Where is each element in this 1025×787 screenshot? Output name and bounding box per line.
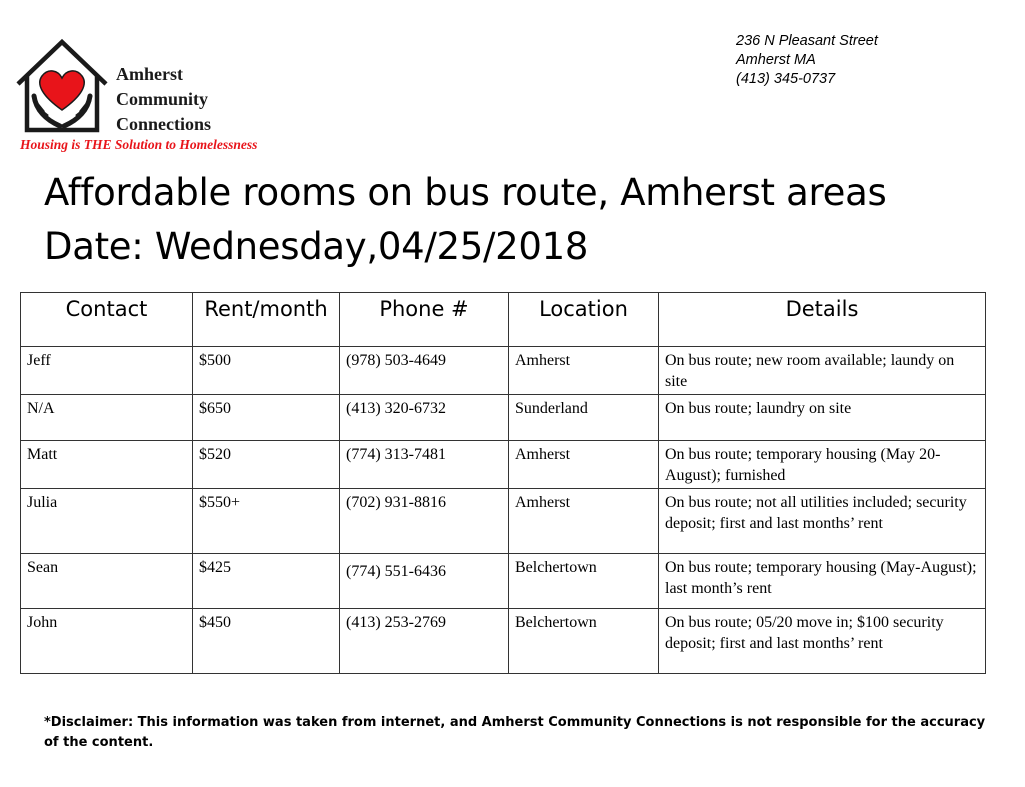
cell-details: On bus route; laundry on site (659, 395, 986, 441)
cell-contact: Sean (21, 554, 193, 609)
header-contact: Contact (21, 293, 193, 347)
cell-phone: (413) 253-2769 (340, 609, 509, 674)
cell-rent: $550+ (193, 489, 340, 554)
cell-rent: $450 (193, 609, 340, 674)
cell-details: On bus route; 05/20 move in; $100 security deposit; first and last months’ rent (659, 609, 986, 674)
header-details: Details (659, 293, 986, 347)
address-phone: (413) 345-0737 (736, 71, 836, 87)
cell-location: Belchertown (509, 609, 659, 674)
rooms-table (20, 292, 986, 674)
page-title-line-1: Affordable rooms on bus route, Amherst areas (44, 171, 887, 214)
header-location: Location (509, 293, 659, 347)
org-logo (8, 36, 298, 156)
cell-rent: $500 (193, 347, 340, 395)
org-address (736, 32, 878, 89)
table-row (21, 609, 986, 674)
disclaimer: *Disclaimer: This information was taken from internet, and Amherst Community Connections is not responsible for the accuracy of the content. (44, 715, 986, 750)
cell-phone: (702) 931-8816 (340, 489, 509, 554)
page-title (44, 166, 886, 274)
cell-phone: (774) 313-7481 (340, 441, 509, 489)
table-header-row (21, 293, 986, 347)
table-row (21, 347, 986, 395)
cell-rent: $425 (193, 554, 340, 609)
cell-contact: Jeff (21, 347, 193, 395)
cell-details: On bus route; new room available; laundy on site (659, 347, 986, 395)
cell-rent: $520 (193, 441, 340, 489)
cell-phone: (413) 320-6732 (340, 395, 509, 441)
org-name-line-1: Amherst (116, 64, 183, 84)
cell-details: On bus route; temporary housing (May-August); last month’s rent (659, 554, 986, 609)
cell-contact: John (21, 609, 193, 674)
house-heart-hands-icon (12, 36, 112, 136)
cell-location: Amherst (509, 489, 659, 554)
address-city: Amherst MA (736, 52, 816, 68)
org-name (116, 62, 211, 137)
header-phone: Phone # (340, 293, 509, 347)
cell-rent: $650 (193, 395, 340, 441)
cell-location: Amherst (509, 347, 659, 395)
cell-contact: Julia (21, 489, 193, 554)
cell-location: Sunderland (509, 395, 659, 441)
table-row (21, 395, 986, 441)
cell-details: On bus route; not all utilities included; security deposit; first and last months’ rent (659, 489, 986, 554)
table-row (21, 489, 986, 554)
cell-phone: (774) 551-6436 (340, 554, 509, 609)
org-name-line-2: Community (116, 89, 209, 109)
cell-location: Belchertown (509, 554, 659, 609)
address-street: 236 N Pleasant Street (736, 33, 878, 49)
org-name-line-3: Connections (116, 114, 212, 134)
cell-contact: Matt (21, 441, 193, 489)
cell-contact: N/A (21, 395, 193, 441)
cell-phone: (978) 503-4649 (340, 347, 509, 395)
cell-details: On bus route; temporary housing (May 20-August); furnished (659, 441, 986, 489)
table-row (21, 441, 986, 489)
page-title-line-2: Date: Wednesday,04/25/2018 (44, 225, 589, 268)
org-tagline: Housing is THE Solution to Homelessness (20, 137, 258, 152)
header-rent: Rent/month (193, 293, 340, 347)
cell-location: Amherst (509, 441, 659, 489)
table-row (21, 554, 986, 609)
